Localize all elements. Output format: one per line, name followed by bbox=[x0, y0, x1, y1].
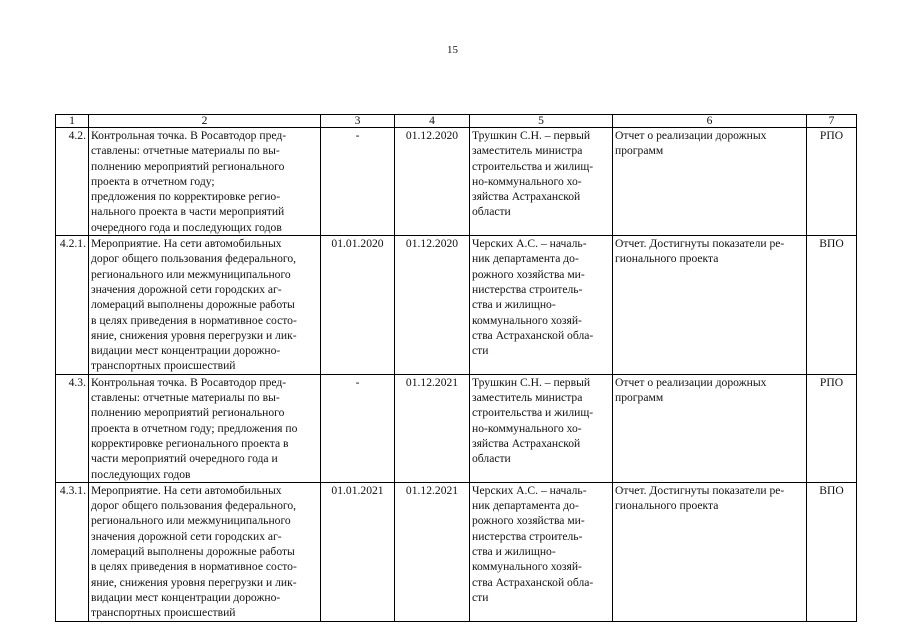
page-number: 15 bbox=[447, 44, 458, 56]
table-row bbox=[56, 374, 857, 482]
row-number: 4.3. bbox=[56, 374, 89, 482]
row-type: ВПО bbox=[807, 236, 857, 375]
row-responsible: Трушкин С.Н. – первый заместитель министра строительства и жилищ- но-коммунального хо- зяйства Астраханской области bbox=[470, 128, 613, 236]
row-number: 4.3.1. bbox=[56, 482, 89, 621]
column-header: 2 bbox=[89, 115, 321, 128]
row-end-date: 01.12.2021 bbox=[395, 374, 470, 482]
column-header: 6 bbox=[613, 115, 807, 128]
row-result: Отчет. Достигнуты показатели ре- гионального проекта bbox=[613, 482, 807, 621]
row-result: Отчет о реализации дорожных программ bbox=[613, 128, 807, 236]
row-start-date: - bbox=[321, 128, 395, 236]
row-type: ВПО bbox=[807, 482, 857, 621]
row-description: Контрольная точка. В Росавтодор пред- ставлены: отчетные материалы по вы- полнению мероприятий регионального проекта в отчетном году; предложения по корректировке регио- нального проекта в части мероприятий очередного года и последующих годов bbox=[89, 128, 321, 236]
row-description: Мероприятие. На сети автомобильных дорог общего пользования федерального, регионального или межмуниципального значения дорожной сети городских аг- ломераций выполнены дорожные работы в целях приведения в нормативное состо- яние, снижения уровня перегрузки и лик- видации мест концентрации дорожно- транспортных происшествий bbox=[89, 482, 321, 621]
row-number: 4.2.1. bbox=[56, 236, 89, 375]
row-end-date: 01.12.2020 bbox=[395, 236, 470, 375]
plan-table bbox=[55, 114, 857, 622]
row-start-date: 01.01.2020 bbox=[321, 236, 395, 375]
row-number: 4.2. bbox=[56, 128, 89, 236]
row-responsible: Черских А.С. – началь- ник департамента до- рожного хозяйства ми- нистерства строитель- ства и жилищно- коммунального хозяй- ства Астраханской обла- сти bbox=[470, 482, 613, 621]
row-description: Контрольная точка. В Росавтодор пред- ставлены: отчетные материалы по вы- полнению мероприятий регионального проекта в отчетном году; предложения по корректировке регионального проекта в части мероприятий очередного года и последующих годов bbox=[89, 374, 321, 482]
table-header-row bbox=[56, 115, 857, 128]
row-type: РПО bbox=[807, 128, 857, 236]
column-header: 7 bbox=[807, 115, 857, 128]
row-start-date: - bbox=[321, 374, 395, 482]
column-header: 5 bbox=[470, 115, 613, 128]
row-start-date: 01.01.2021 bbox=[321, 482, 395, 621]
row-responsible: Трушкин С.Н. – первый заместитель министра строительства и жилищ- но-коммунального хо- зяйства Астраханской области bbox=[470, 374, 613, 482]
row-result: Отчет о реализации дорожных программ bbox=[613, 374, 807, 482]
row-type: РПО bbox=[807, 374, 857, 482]
table-row bbox=[56, 482, 857, 621]
row-responsible: Черских А.С. – началь- ник департамента до- рожного хозяйства ми- нистерства строитель- ства и жилищно- коммунального хозяй- ства Астраханской обла- сти bbox=[470, 236, 613, 375]
row-description: Мероприятие. На сети автомобильных дорог общего пользования федерального, регионального или межмуниципального значения дорожной сети городских аг- ломераций выполнены дорожные работы в целях приведения в нормативное состо- яние, снижения уровня перегрузки и лик- видации мест концентрации дорожно- транспортных происшествий bbox=[89, 236, 321, 375]
table-row bbox=[56, 236, 857, 375]
row-result: Отчет. Достигнуты показатели ре- гионального проекта bbox=[613, 236, 807, 375]
row-end-date: 01.12.2021 bbox=[395, 482, 470, 621]
column-header: 3 bbox=[321, 115, 395, 128]
table-row bbox=[56, 128, 857, 236]
row-end-date: 01.12.2020 bbox=[395, 128, 470, 236]
column-header: 1 bbox=[56, 115, 89, 128]
column-header: 4 bbox=[395, 115, 470, 128]
